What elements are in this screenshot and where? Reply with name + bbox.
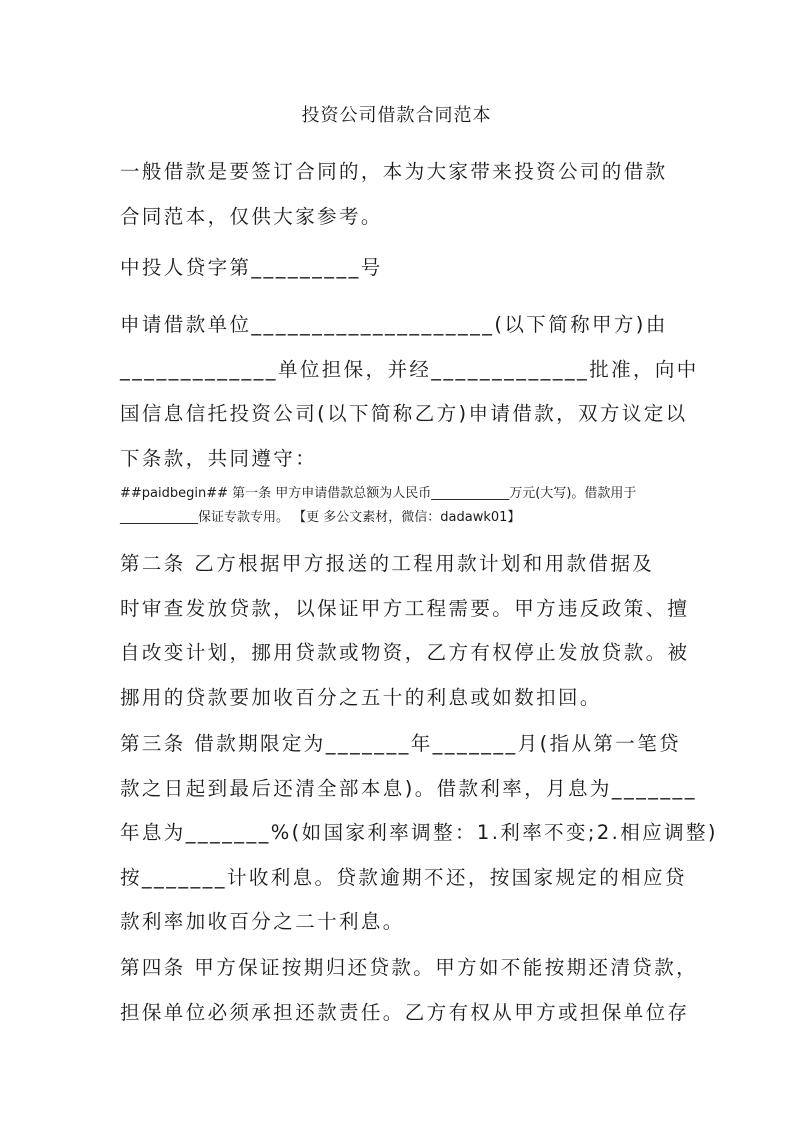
article-3-line: 按_______计收利息。贷款逾期不还，按国家规定的相应贷 <box>120 865 687 889</box>
article-3-line: 第三条 借款期限定为_______年_______月(指从第一笔贷 <box>120 732 682 755</box>
preamble-paragraph <box>120 303 699 481</box>
article-4 <box>120 946 698 1035</box>
article-1-line: ____________保证专款专用。 【更 多公文素材，微信：dadawk01】 <box>120 510 521 525</box>
article-2-line: 自改变计划，挪用贷款或物资，乙方有权停止发放贷款。被 <box>120 641 690 664</box>
article-3-line: 款利率加收百分之二十利息。 <box>120 910 405 933</box>
article-2-line: 第二条 乙方根据甲方报送的工程用款计划和用款借据及 <box>120 552 655 575</box>
article-2-line: 挪用的贷款要加收百分之五十的利息或如数扣回。 <box>120 685 602 709</box>
article-2 <box>120 542 690 720</box>
article-3-line: 款之日起到最后还清全部本息)。借款利率，月息为_______ <box>120 776 697 800</box>
preamble-line: 下条款，共同遵守： <box>120 446 318 470</box>
article-1-line: ##paidbegin## 第一条 甲方申请借款总额为人民币____________万元(大写)。借款用于 <box>120 486 637 501</box>
preamble-line: 国信息信托投资公司(以下简称乙方)申请借款，双方议定以 <box>120 402 688 425</box>
article-4-line: 第四条 甲方保证按期归还贷款。甲方如不能按期还清贷款， <box>120 956 698 979</box>
intro-paragraph <box>120 150 680 239</box>
reference-number-line: 中投人贷字第_________号 <box>120 256 383 279</box>
preamble-line: 申请借款单位____________________(以下简称甲方)由 <box>120 313 668 336</box>
document-title: 投资公司借款合同范本 <box>301 105 492 126</box>
preamble-line: _____________单位担保，并经_____________批准，向中 <box>120 357 699 381</box>
intro-line: 一般借款是要签订合同的，本为大家带来投资公司的借款 <box>120 160 668 183</box>
intro-line: 合同范本，仅供大家参考。 <box>120 204 383 228</box>
article-4-line: 担保单位必须承担还款责任。乙方有权从甲方或担保单位存 <box>120 1000 690 1024</box>
reference-number <box>120 246 680 291</box>
article-3 <box>120 722 718 945</box>
article-2-line: 时审查发放贷款，以保证甲方工程需要。甲方违反政策、擅 <box>120 596 690 620</box>
article-1 <box>120 482 680 530</box>
article-3-line: 年息为_______%(如国家利率调整：1.利率不变;2.相应调整) <box>120 821 718 844</box>
